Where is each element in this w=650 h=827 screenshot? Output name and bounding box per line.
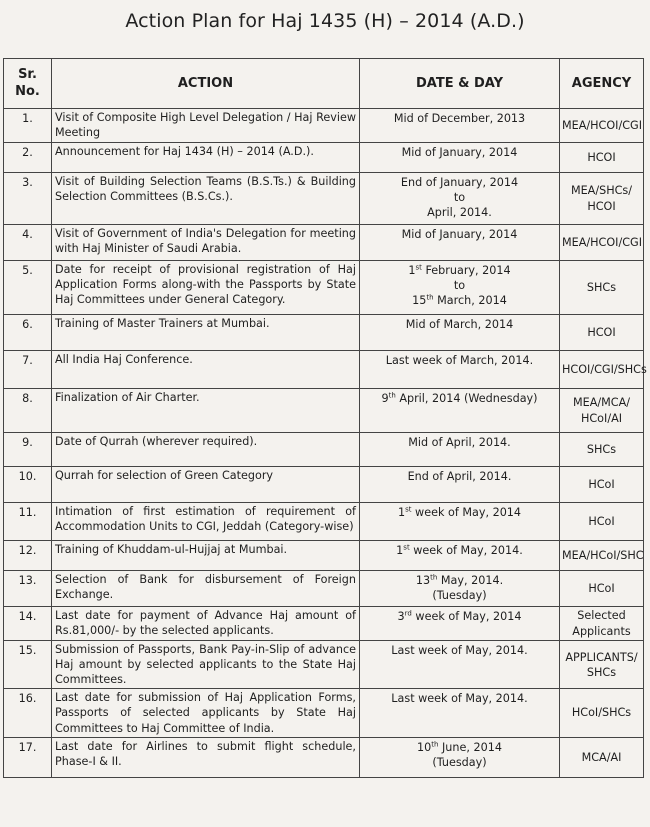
row-sr-no: 7. <box>4 351 52 389</box>
row-sr-no: 16. <box>4 689 52 737</box>
date-line: Mid of March, 2014 <box>405 318 514 331</box>
table-row <box>4 503 644 541</box>
row-sr-no: 4. <box>4 225 52 261</box>
date-line: Mid of April, 2014. <box>408 436 511 449</box>
ordinal-suffix: rd <box>404 609 412 618</box>
date-line: Mid of December, 2013 <box>393 112 526 125</box>
row-agency <box>560 571 644 607</box>
agency-line: MEA/HCOI/CGI <box>562 118 643 132</box>
date-line: Last week of March, 2014. <box>385 354 534 367</box>
agency-line: SHCs <box>586 280 617 294</box>
row-date <box>360 143 560 173</box>
row-agency <box>560 503 644 541</box>
table-row <box>4 541 644 571</box>
agency-line: MEA/HCOI/CGI <box>562 235 643 249</box>
date-line: Mid of January, 2014 <box>401 228 518 241</box>
date-line: 9th April, 2014 (Wednesday) <box>381 391 538 405</box>
row-action: Last date for payment of Advance Haj amount of Rs.81,000/- by the selected applicants. <box>52 607 360 641</box>
agency-line: SHCs <box>586 665 617 679</box>
date-line: End of April, 2014. <box>407 470 512 483</box>
ordinal-suffix: st <box>405 505 412 514</box>
table-row <box>4 641 644 689</box>
row-agency <box>560 109 644 143</box>
table-row <box>4 173 644 225</box>
agency-line: HCOI/CGI/SHCs <box>562 362 647 376</box>
row-sr-no: 8. <box>4 389 52 433</box>
header-sr-line2: No. <box>15 83 40 99</box>
row-agency <box>560 315 644 351</box>
row-sr-no: 17. <box>4 737 52 777</box>
row-sr-no: 1. <box>4 109 52 143</box>
row-sr-no: 6. <box>4 315 52 351</box>
agency-line: HCoI <box>588 514 615 528</box>
row-date <box>360 607 560 641</box>
row-action: Date for receipt of provisional registration of Haj Application Forms along-with the Passports by State Haj Committees under General Category. <box>52 261 360 315</box>
agency-line: HCOI <box>587 150 616 164</box>
row-date <box>360 503 560 541</box>
header-action: ACTION <box>52 59 360 109</box>
table-row <box>4 571 644 607</box>
row-action: Date of Qurrah (wherever required). <box>52 433 360 467</box>
action-plan-table <box>3 58 647 778</box>
row-date <box>360 109 560 143</box>
date-line: Last week of May, 2014. <box>391 692 528 706</box>
row-date <box>360 541 560 571</box>
agency-line: HCOI <box>587 325 616 339</box>
agency-line: MEA/MCA/ <box>572 396 631 410</box>
table-row <box>4 467 644 503</box>
date-line: End of January, 2014 <box>400 176 519 189</box>
row-action: All India Haj Conference. <box>52 351 360 389</box>
table-row <box>4 389 644 433</box>
row-sr-no: 12. <box>4 541 52 571</box>
row-action: Visit of Composite High Level Delegation / Haj Review Meeting <box>52 109 360 143</box>
date-line: 3rd week of May, 2014 <box>397 609 522 623</box>
date-line: 1st week of May, 2014. <box>396 543 523 557</box>
row-date <box>360 261 560 315</box>
table-row <box>4 261 644 315</box>
row-action: Visit of Building Selection Teams (B.S.Ts.) & Building Selection Committees (B.S.Cs.). <box>52 173 360 225</box>
row-agency <box>560 261 644 315</box>
row-agency <box>560 433 644 467</box>
page-title: Action Plan for Haj 1435 (H) – 2014 (A.D.) <box>125 10 525 32</box>
date-line: (Tuesday) <box>432 755 487 769</box>
date-line: April, 2014. <box>427 206 492 220</box>
table-header-row <box>4 59 644 109</box>
row-date <box>360 467 560 503</box>
row-action: Intimation of first estimation of requirement of Accommodation Units to CGI, Jeddah (Category-wise) <box>52 503 360 541</box>
row-action: Qurrah for selection of Green Category <box>52 467 360 503</box>
agency-line: APPLICANTS/ <box>565 650 638 664</box>
row-agency <box>560 737 644 777</box>
row-date <box>360 433 560 467</box>
ordinal-suffix: st <box>403 543 410 552</box>
date-line: to <box>453 191 466 205</box>
ordinal-suffix: st <box>415 263 422 272</box>
row-date <box>360 351 560 389</box>
agency-line: HCoI/SHCs <box>571 706 632 720</box>
date-line: 1st February, 2014 <box>408 263 511 277</box>
row-action: Training of Khuddam-ul-Hujjaj at Mumbai. <box>52 541 360 571</box>
row-agency <box>560 173 644 225</box>
header-sr-no <box>4 59 52 109</box>
row-date <box>360 389 560 433</box>
row-date <box>360 641 560 689</box>
row-agency <box>560 351 647 389</box>
ordinal-suffix: th <box>430 573 438 582</box>
row-date <box>360 225 560 261</box>
agency-line: MEA/HCoI/SHC <box>562 548 644 562</box>
date-line: 13th May, 2014. <box>415 573 504 587</box>
row-date <box>360 689 560 737</box>
row-agency <box>560 541 644 571</box>
row-action: Visit of Government of India's Delegation for meeting with Haj Minister of Saudi Arabia. <box>52 225 360 261</box>
header-date: DATE & DAY <box>360 59 560 109</box>
row-sr-no: 2. <box>4 143 52 173</box>
date-line: Mid of January, 2014 <box>401 146 518 159</box>
ordinal-suffix: th <box>431 739 439 748</box>
date-line: to <box>453 279 466 293</box>
row-date <box>360 571 560 607</box>
row-action: Finalization of Air Charter. <box>52 389 360 433</box>
row-date <box>360 315 560 351</box>
row-date <box>360 737 560 777</box>
row-sr-no: 11. <box>4 503 52 541</box>
row-agency <box>560 143 644 173</box>
table-row <box>4 143 644 173</box>
table-row <box>4 225 644 261</box>
ordinal-suffix: th <box>426 293 434 302</box>
row-agency <box>560 641 644 689</box>
agency-line: HCoI <box>588 477 615 491</box>
row-action: Last date for submission of Haj Application Forms, Passports of selected applicants by State Haj Committees to Haj Committee of India. <box>52 689 360 737</box>
agency-line: HCOI <box>587 199 616 213</box>
row-agency <box>560 467 644 503</box>
row-date <box>360 173 560 225</box>
table-row <box>4 315 644 351</box>
row-action: Last date for Airlines to submit flight schedule, Phase-I & II. <box>52 737 360 777</box>
row-sr-no: 14. <box>4 607 52 641</box>
row-sr-no: 10. <box>4 467 52 503</box>
date-line: 15th March, 2014 <box>412 293 507 308</box>
agency-line: Selected <box>577 609 626 623</box>
date-line: (Tuesday) <box>432 589 487 603</box>
row-sr-no: 3. <box>4 173 52 225</box>
row-sr-no: 5. <box>4 261 52 315</box>
row-action: Selection of Bank for disbursement of Foreign Exchange. <box>52 571 360 607</box>
date-line: Last week of May, 2014. <box>391 644 528 657</box>
date-line: 1st week of May, 2014 <box>397 505 522 519</box>
table-row <box>4 433 644 467</box>
agency-line: SHCs <box>586 442 617 456</box>
agency-line: Applicants <box>572 624 631 638</box>
agency-line: HCoI <box>588 581 615 595</box>
agency-line: HCoI/AI <box>580 411 623 425</box>
row-action: Announcement for Haj 1434 (H) – 2014 (A.D.). <box>52 143 360 173</box>
row-sr-no: 9. <box>4 433 52 467</box>
row-agency <box>560 689 644 737</box>
date-line: 10th June, 2014 <box>417 739 502 754</box>
row-agency <box>560 225 644 261</box>
header-sr-line1: Sr. <box>18 66 37 82</box>
row-agency <box>560 607 644 641</box>
row-agency <box>560 389 644 433</box>
agency-line: MCA/AI <box>581 750 622 764</box>
ordinal-suffix: th <box>388 391 396 400</box>
row-action: Training of Master Trainers at Mumbai. <box>52 315 360 351</box>
agency-line: MEA/SHCs/ <box>570 184 633 198</box>
table-row <box>4 607 644 641</box>
row-action: Submission of Passports, Bank Pay-in-Slip of advance Haj amount by selected applicants to the State Haj Committees. <box>52 641 360 689</box>
table-row <box>4 351 644 389</box>
table-row <box>4 689 644 737</box>
table-row <box>4 109 644 143</box>
row-sr-no: 13. <box>4 571 52 607</box>
header-agency: AGENCY <box>560 59 644 109</box>
row-sr-no: 15. <box>4 641 52 689</box>
table-row <box>4 737 644 777</box>
